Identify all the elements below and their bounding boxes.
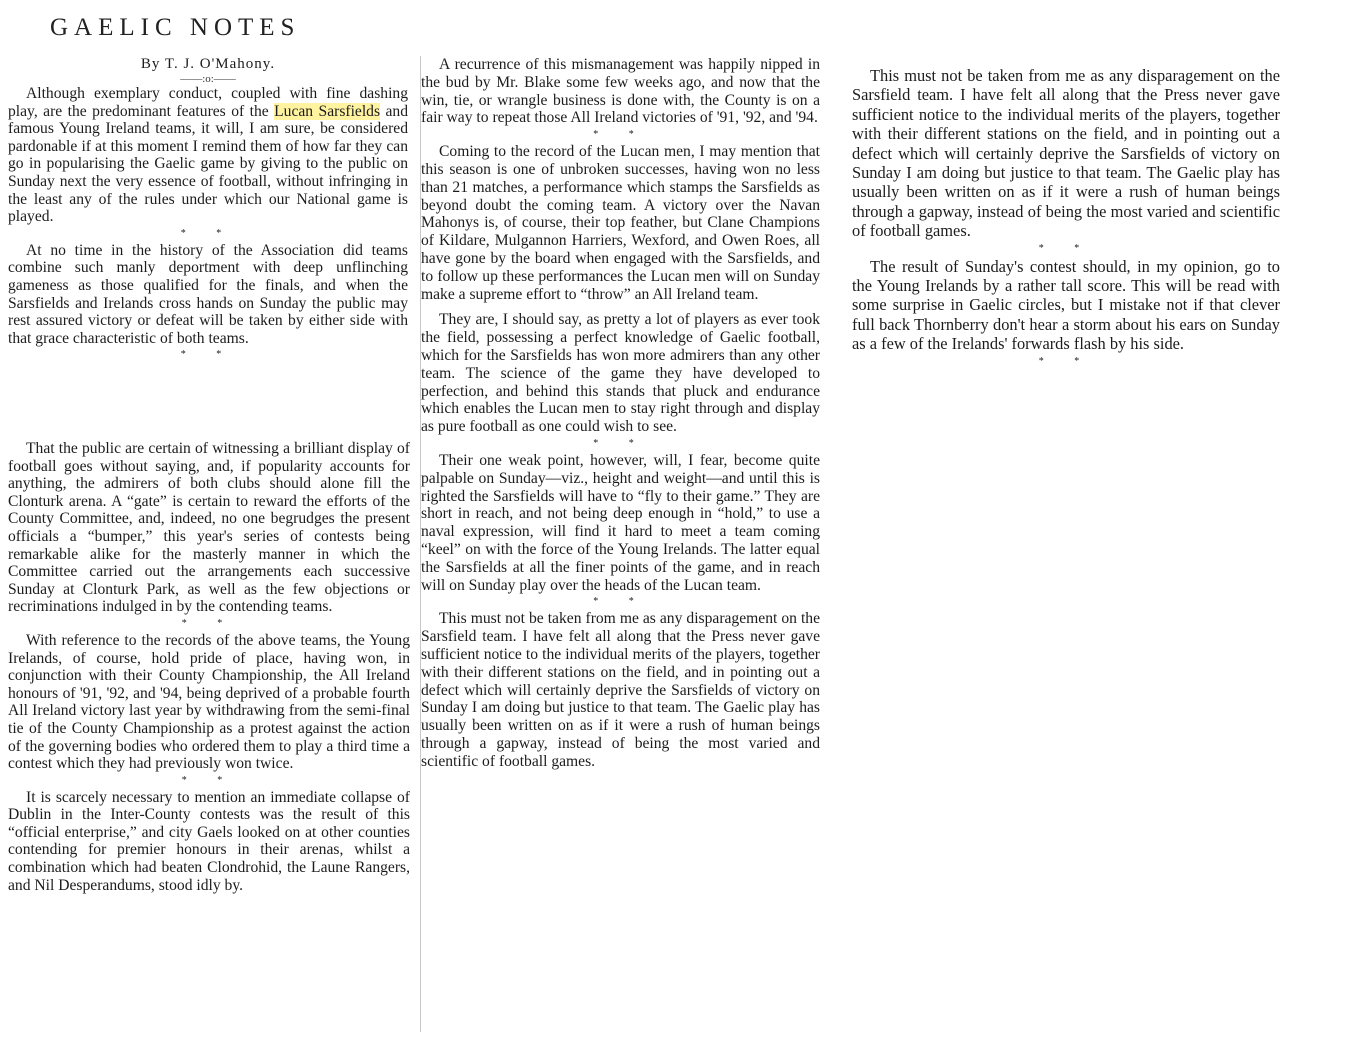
paragraph-7: Coming to the record of the Lucan men, I may mention that this season is one of unbroken successes, having won no less than 21 matches, a performance which stamps the Sarsfields as beyond doubt the coming team. A victory over the Navan Mahonys is, of course, their top feather, but Clane Champions of Kildare, Mulgannon Harriers, Wexford, and Owen Roes, all have gone by the board when engaged with the Sarsfields, and to follow up these performances the Lucan men will on Sunday make a supreme effort to “throw” an All Ireland team. <box>421 143 820 303</box>
column-3 <box>852 66 1280 486</box>
column-1-top <box>8 8 408 428</box>
paragraph-1 <box>8 85 408 226</box>
section-stars: * * <box>593 437 648 449</box>
paragraph-12: The result of Sunday's contest should, in my opinion, go to the Young Irelands by a rather tall score. This will be read with some surprise in Gaelic circles, but I mistake not if that clever full back Thornberry don't hear a storm about his ears on Sunday as a few of the Irelands' forwards flash by his side. <box>852 256 1280 354</box>
paragraph-3: That the public are certain of witnessing a brilliant display of football goes without saying, and, if popularity accounts for anything, the admirers of both clubs should alone fill the Clonturk arena. A “gate” is certain to reward the efforts of the County Committee, and, indeed, no one begrudges the present officials a “bumper,” this year's series of contests being remarkable alike for the masterly manner in which the Committee carried out the arrangements each successive Sunday at Clonturk Park, as well as the few objections or recriminations indulged in by the contending teams. <box>8 440 410 616</box>
paragraph-8: They are, I should say, as pretty a lot of players as ever took the field, possessing a perfect knowledge of Gaelic football, which for the Sarsfields has won more admirers than any other team. The science of the game they have developed to perfection, and behind this stands that pluck and endurance which enables the Lucan men to stay right through and display as pure football as one could wish to see. <box>421 311 820 436</box>
paragraph-1-start: Although exemplary conduct, coupled with fine dashing play, are the predominant features of the <box>8 85 408 120</box>
paragraph-1-end: and famous Young Ireland teams, it will, I am sure, be considered pardonable if at this moment I remind them of how far they can go in popularising the Gaelic game by giving to the public on Sunday next the very essence of football, without infringing in the least any of the rules under which our National game is played. <box>8 102 408 226</box>
paragraph-10: This must not be taken from me as any disparagement on the Sarsfield team. I have felt all along that the Press never gave sufficient notice to the individual merits of the players, together with their different stations on the field, and in pointing out a defect which will certainly deprive the Sarsfields of victory on Sunday I am doing but justice to that team. The Gaelic play has usually been written on as if it were a rush of human beings through a gapway, instead of being the most varied and scientific of football games. <box>421 610 820 770</box>
highlighted-term: Lucan Sarsfields <box>274 102 381 120</box>
article-title: GAELIC NOTES <box>50 14 301 41</box>
column-1-bottom <box>8 440 410 1036</box>
paragraph-11: This must not be taken from me as any disparagement on the Sarsfield team. I have felt all along that the Press never gave sufficient notice to the individual merits of the players, together with their different stations on the field, and in pointing out a defect which will certainly deprive the Sarsfields of victory on Sunday I am doing but justice to that team. The Gaelic play has usually been written on as if it were a rush of human beings through a gapway, instead of being the most varied and scientific of football games. <box>852 66 1280 241</box>
section-stars: * * <box>593 129 648 141</box>
section-stars: * * <box>181 617 237 629</box>
paragraph-2: At no time in the history of the Association did teams combine such manly deportment with deep unflinching gameness as those qualified for the finals, and when the Sarsfields and Irelands cross hands on Sunday the public may rest assured victory or defeat will be taken by either side with that grace characteristic of both teams. <box>8 241 408 347</box>
section-stars: * * <box>1038 242 1094 254</box>
divider: ——:o:—— <box>180 73 236 85</box>
paragraph-5: It is scarcely necessary to mention an immediate collapse of Dublin in the Inter-County contests was the result of this “official enterprise,” and city Gaels looked on at other counties contending for premier honours in their arenas, whilst a combination which had beaten Clondrohid, the Laune Rangers, and Nil Desperandums, stood idly by. <box>8 788 410 894</box>
section-stars: * * <box>1038 355 1094 367</box>
byline: By T. J. O'Mahony. <box>140 56 276 72</box>
column-2 <box>420 56 820 1032</box>
section-stars: * * <box>180 227 236 239</box>
paragraph-4: With reference to the records of the above teams, the Young Irelands, of course, hold pride of place, having won, in conjunction with their County Championship, the All Ireland honours of '91, '92, and '94, being deprived of a probable fourth All Ireland victory last year by withdrawing from the semi-final tie of the County Championship as a protest against the action of the governing bodies who ordered them to play a third time a contest which they had previously won twice. <box>8 631 410 773</box>
section-stars: * * <box>180 349 236 361</box>
section-stars: * * <box>181 774 237 786</box>
spacer <box>421 303 820 311</box>
section-stars: * * <box>593 596 648 608</box>
paragraph-9: Their one weak point, however, will, I fear, become quite palpable on Sunday—viz., height and weight—and until this is righted the Sarsfields will have to “fly to their game.” They are short in reach, and not being deep enough in “hold,” to use a naval expression, will find it hard to meet a team coming “keel” on with the force of the Young Irelands. The latter equal the Sarsfields at all the finer points of the game, and in reach will on Sunday play over the heads of the Lucan team. <box>421 451 820 594</box>
paragraph-6: A recurrence of this mismanagement was happily nipped in the bud by Mr. Blake some few weeks ago, and now that the win, tie, or wrangle business is done with, the County is on a fair way to repeat those All Ireland victories of '91, '92, and '94. <box>421 56 820 127</box>
